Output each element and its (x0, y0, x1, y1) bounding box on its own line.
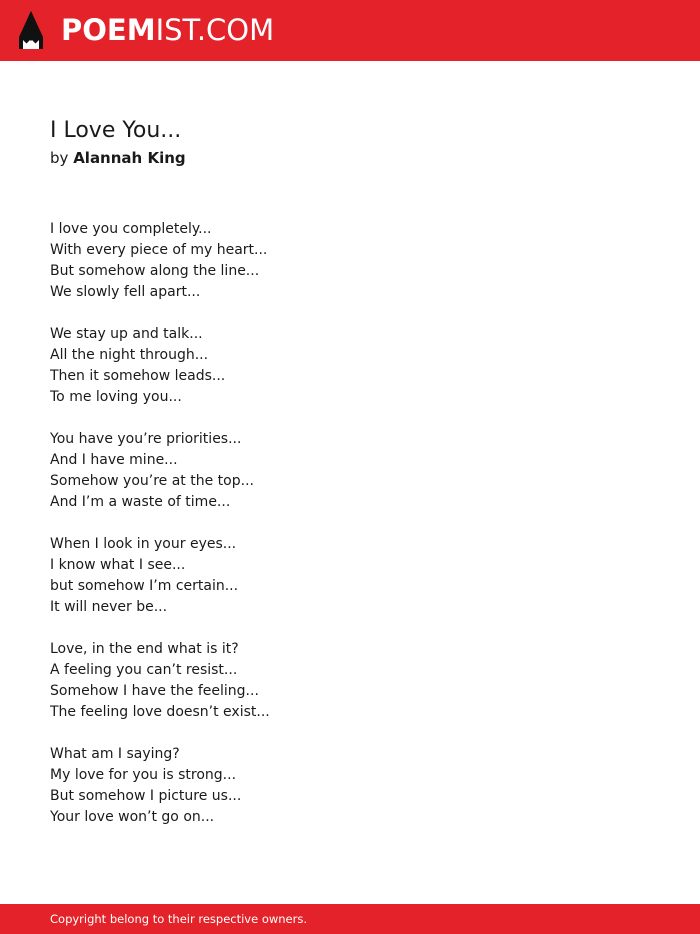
poem-body (50, 219, 650, 849)
poem-line: I know what I see... (50, 557, 186, 573)
site-header (0, 0, 700, 61)
poem-line: Love, in the end what is it? (50, 641, 239, 657)
poem-line: We stay up and talk... (50, 326, 203, 342)
poem-line: When I look in your eyes... (50, 536, 237, 552)
poem-line: We slowly fell apart... (50, 284, 201, 300)
byline-label: by (50, 149, 69, 167)
poem-stanza (50, 429, 650, 513)
logo-wordmark-bold: POEM (61, 13, 156, 47)
pencil-icon (18, 10, 44, 50)
site-footer (0, 904, 700, 934)
poem-line: Then it somehow leads... (50, 368, 226, 384)
poem-line: You have you’re priorities... (50, 431, 242, 447)
poem-stanza (50, 639, 650, 723)
poem-line: My love for you is strong... (50, 767, 237, 783)
poem-stanza (50, 219, 650, 303)
poem-line: The feeling love doesn’t exist... (50, 704, 270, 720)
poem-line: And I’m a waste of time... (50, 494, 231, 510)
poem-line: It will never be... (50, 599, 168, 615)
poem-stanza (50, 534, 650, 618)
logo-wordmark (61, 10, 274, 50)
poem-line: And I have mine... (50, 452, 178, 468)
poem-line: Your love won’t go on... (50, 809, 215, 825)
poem-line: But somehow along the line... (50, 263, 260, 279)
poem-stanza (50, 744, 650, 828)
poem-line: I love you completely... (50, 221, 212, 237)
poem-line: With every piece of my heart... (50, 242, 268, 258)
logo-wordmark-light: IST.COM (155, 13, 275, 47)
byline (50, 148, 186, 169)
poem-line: Somehow you’re at the top... (50, 473, 254, 489)
poem-stanza (50, 324, 650, 408)
poem-title: I Love You... (50, 118, 182, 143)
poem-line: To me loving you... (50, 389, 182, 405)
poem-line: Somehow I have the feeling... (50, 683, 259, 699)
poem-line: A feeling you can’t resist... (50, 662, 238, 678)
site-logo[interactable] (18, 10, 274, 50)
author-name: Alannah King (73, 149, 186, 167)
poem-line: What am I saying? (50, 746, 180, 762)
poem-line: All the night through... (50, 347, 209, 363)
poem-line: But somehow I picture us... (50, 788, 242, 804)
copyright-text: Copyright belong to their respective owners. (50, 912, 308, 926)
poem-line: but somehow I’m certain... (50, 578, 239, 594)
